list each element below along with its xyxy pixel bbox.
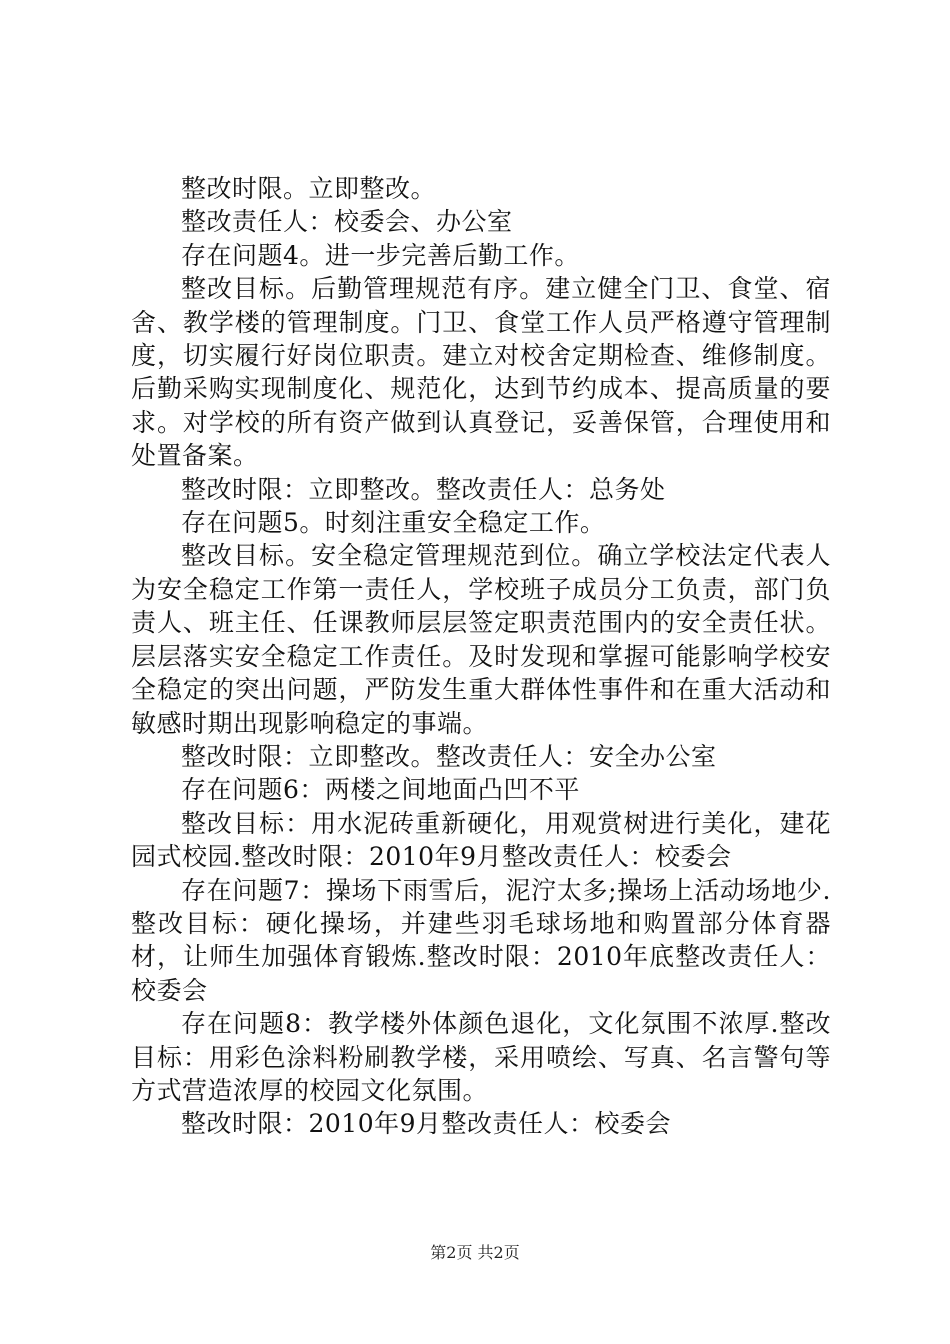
paragraph-issue-6: 存在问题6：两楼之间地面凸凹不平 xyxy=(181,775,580,805)
paragraph-responsible-committee: 整改责任人：校委会、办公室 xyxy=(181,207,513,237)
paragraph-issue-7: 存在问题7：操场下雨雪后，泥泞太多;操场上活动场地少.整改目标：硬化操场，并建些羽毛球场地和购置部分体育器材，让师生加强体育锻炼.整改时限：2010年底整改责任人：校委会 xyxy=(131,875,831,1005)
paragraph-deadline-immediate: 整改时限。立即整改。 xyxy=(181,174,437,203)
paragraph-issue-5-goal: 整改目标。安全稳定管理规范到位。确立学校法定代表人为安全稳定工作第一责任人，学校班子成员分工负责，部门负责人、班主任、任课教师层层签定职责范围内的安全责任状。层层落实安全稳定工作责任。及时发现和掌握可能影响学校安全稳定的突出问题，严防发生重大群体性事件和在重大活动和敏感时期出现影响稳定的事端。 xyxy=(131,541,831,738)
page-number-label: 第2页 共2页 xyxy=(430,1243,520,1262)
paragraph-issue-4: 存在问题4。进一步完善后勤工作。 xyxy=(181,240,580,270)
paragraph-issue-5-deadline: 整改时限：立即整改。整改责任人：安全办公室 xyxy=(181,741,717,771)
paragraph-issue-4-deadline: 整改时限：立即整改。整改责任人：总务处 xyxy=(181,474,666,504)
page-footer xyxy=(0,1243,950,1263)
paragraph-issue-8-deadline: 整改时限：2010年9月整改责任人：校委会 xyxy=(181,1109,672,1139)
paragraph-issue-4-goal: 整改目标。后勤管理规范有序。建立健全门卫、食堂、宿舍、教学楼的管理制度。门卫、食堂工作人员严格遵守管理制度，切实履行好岗位职责。建立对校舍定期检查、维修制度。后勤采购实现制度化、规范化，达到节约成本、提高质量的要求。对学校的所有资产做到认真登记，妥善保管，合理使用和处置备案。 xyxy=(131,274,831,471)
paragraph-issue-8: 存在问题8：教学楼外体颜色退化，文化氛围不浓厚.整改目标：用彩色涂料粉刷教学楼，采用喷绘、写真、名言警句等方式营造浓厚的校园文化氛围。 xyxy=(131,1009,831,1105)
paragraph-issue-5: 存在问题5。时刻注重安全稳定工作。 xyxy=(181,508,606,538)
document-body xyxy=(131,172,831,1141)
paragraph-issue-6-goal: 整改目标：用水泥砖重新硬化，用观赏树进行美化，建花园式校园.整改时限：2010年9月整改责任人：校委会 xyxy=(131,808,831,872)
